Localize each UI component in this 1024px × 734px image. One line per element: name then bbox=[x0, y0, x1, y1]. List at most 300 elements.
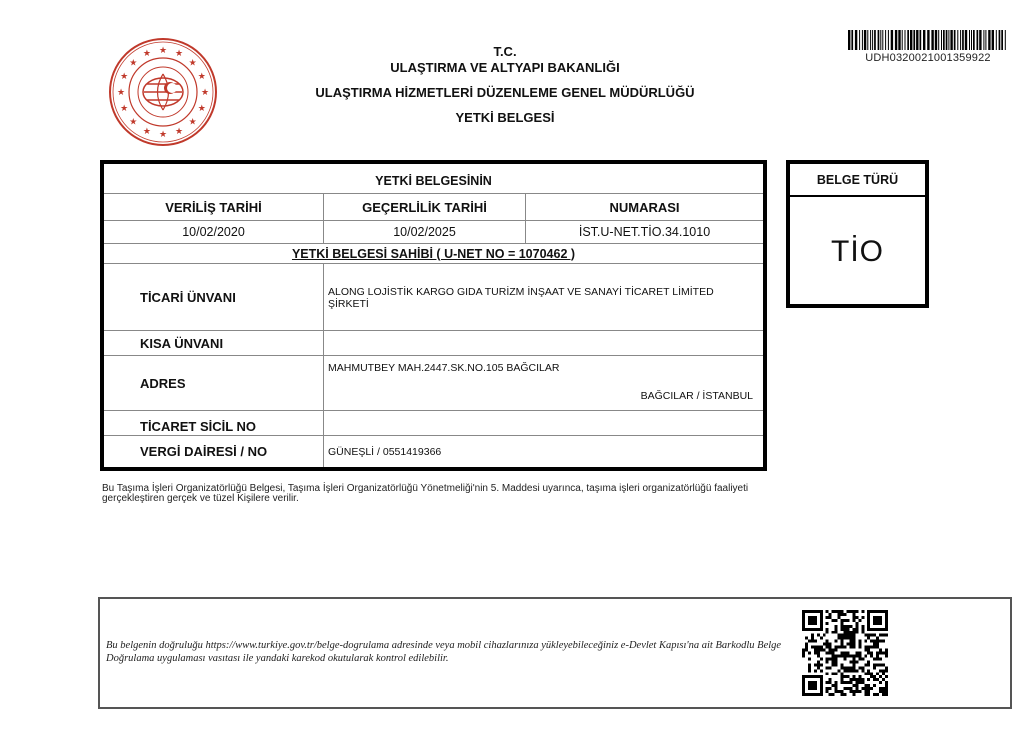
qr-module bbox=[808, 640, 811, 643]
seal-star-icon: ★ bbox=[129, 116, 138, 127]
barcode-bar bbox=[931, 30, 933, 50]
document-type-value: TİO bbox=[831, 234, 884, 268]
qr-module bbox=[858, 619, 861, 622]
qr-module bbox=[876, 637, 879, 640]
qr-module bbox=[876, 672, 879, 675]
qr-module bbox=[876, 640, 879, 643]
barcode-bar bbox=[888, 30, 889, 50]
qr-module bbox=[841, 628, 844, 631]
qr-module bbox=[844, 669, 847, 672]
qr-module bbox=[852, 628, 855, 631]
qr-module bbox=[841, 610, 844, 613]
qr-module bbox=[876, 678, 879, 681]
qr-module bbox=[885, 666, 888, 669]
qr-module bbox=[879, 657, 882, 660]
qr-module bbox=[835, 619, 838, 622]
qr-module bbox=[876, 652, 879, 655]
qr-module bbox=[873, 657, 876, 660]
qr-module bbox=[808, 652, 811, 655]
qr-module bbox=[832, 654, 835, 657]
barcode-bar bbox=[965, 30, 967, 50]
barcode-bar bbox=[885, 30, 886, 50]
holder-row-trade-registry bbox=[104, 411, 763, 436]
qr-module bbox=[841, 640, 844, 643]
certificate-columns-row bbox=[104, 194, 763, 221]
barcode-bar bbox=[882, 30, 883, 50]
qr-module bbox=[852, 663, 855, 666]
qr-module bbox=[846, 687, 849, 690]
seal-star-icon: ★ bbox=[158, 45, 168, 55]
barcode-bar bbox=[848, 30, 850, 50]
qr-module bbox=[835, 649, 838, 652]
qr-module bbox=[855, 616, 858, 619]
qr-module bbox=[885, 652, 888, 655]
qr-module bbox=[826, 622, 829, 625]
qr-module bbox=[841, 693, 844, 696]
qr-module bbox=[861, 657, 864, 660]
column-validity-date: GEÇERLİLİK TARİHİ bbox=[323, 194, 525, 220]
qr-module bbox=[832, 672, 835, 675]
qr-module bbox=[841, 646, 844, 649]
qr-module bbox=[826, 681, 829, 684]
verification-text: Bu belgenin doğruluğu https://www.turkiye.gov.tr/belge-dogrulama adresinde veya mobil cihazlarınıza yükleyebileceğiniz e-Devlet Kapısı'na ait Barkodlu Belge Doğrulama uygulaması vasıtası ile yandaki karekod okutularak kontrol edilebilir. bbox=[106, 640, 782, 664]
qr-module bbox=[841, 678, 844, 681]
qr-module bbox=[852, 690, 855, 693]
qr-module bbox=[852, 654, 855, 657]
barcode-bar bbox=[938, 30, 939, 50]
barcode-bar bbox=[971, 30, 972, 50]
barcode-bar bbox=[905, 30, 906, 50]
qr-module bbox=[835, 684, 838, 687]
qr-module bbox=[861, 687, 864, 690]
qr-module bbox=[855, 690, 858, 693]
qr-module bbox=[852, 675, 855, 678]
qr-module bbox=[841, 643, 844, 646]
barcode-bar bbox=[960, 30, 961, 50]
qr-module bbox=[838, 637, 841, 640]
qr-module bbox=[829, 678, 832, 681]
qr-module bbox=[876, 657, 879, 660]
qr-module bbox=[852, 634, 855, 637]
qr-module bbox=[849, 631, 852, 634]
qr-module bbox=[849, 660, 852, 663]
qr-module bbox=[844, 666, 847, 669]
qr-module bbox=[820, 646, 823, 649]
barcode-bar bbox=[891, 30, 893, 50]
seal-star-icon: ★ bbox=[116, 87, 126, 97]
qr-module bbox=[846, 666, 849, 669]
qr-module bbox=[805, 643, 808, 646]
qr-module bbox=[864, 672, 867, 675]
qr-module bbox=[879, 681, 882, 684]
qr-module bbox=[885, 634, 888, 637]
holder-row-address bbox=[104, 356, 763, 411]
qr-module bbox=[852, 678, 855, 681]
barcode-bar bbox=[943, 30, 945, 50]
qr-module bbox=[879, 669, 882, 672]
qr-module bbox=[838, 613, 841, 616]
qr-module bbox=[876, 646, 879, 649]
seal-star-icon: ★ bbox=[120, 70, 129, 81]
barcode-bar bbox=[895, 30, 897, 50]
barcode-bar bbox=[870, 30, 871, 50]
qr-module bbox=[867, 660, 870, 663]
qr-module bbox=[852, 640, 855, 643]
qr-module bbox=[829, 666, 832, 669]
barcode-bar bbox=[927, 30, 929, 50]
qr-module bbox=[838, 616, 841, 619]
document-type-label: BELGE TÜRÜ bbox=[790, 164, 925, 197]
barcode-bar bbox=[973, 30, 975, 50]
qr-module bbox=[864, 663, 867, 666]
qr-module bbox=[820, 669, 823, 672]
qr-module bbox=[873, 634, 876, 637]
qr-module bbox=[802, 649, 805, 652]
qr-module bbox=[882, 678, 885, 681]
seal-star-icon: ★ bbox=[158, 129, 168, 139]
qr-module bbox=[858, 652, 861, 655]
qr-module bbox=[846, 631, 849, 634]
qr-module bbox=[852, 619, 855, 622]
qr-module bbox=[811, 637, 814, 640]
barcode-bar bbox=[950, 30, 952, 50]
qr-module bbox=[802, 652, 805, 655]
trade-registry-value bbox=[323, 411, 763, 435]
qr-module bbox=[808, 663, 811, 666]
qr-module bbox=[849, 669, 852, 672]
qr-module bbox=[844, 675, 847, 678]
qr-module bbox=[864, 634, 867, 637]
qr-module bbox=[849, 634, 852, 637]
qr-module bbox=[844, 652, 847, 655]
seal-star-icon: ★ bbox=[200, 87, 210, 97]
qr-module bbox=[873, 663, 876, 666]
qr-module bbox=[852, 669, 855, 672]
barcode-bar bbox=[1005, 30, 1006, 50]
barcode-bar bbox=[898, 30, 900, 50]
qr-module bbox=[879, 652, 882, 655]
qr-module bbox=[844, 693, 847, 696]
seal-star-icon: ★ bbox=[142, 48, 151, 59]
qr-module bbox=[817, 663, 820, 666]
qr-module bbox=[873, 678, 876, 681]
qr-module bbox=[885, 649, 888, 652]
qr-module bbox=[817, 649, 820, 652]
qr-module bbox=[838, 634, 841, 637]
barcode-bar bbox=[855, 30, 857, 50]
qr-module bbox=[870, 675, 873, 678]
seal-star-icon: ★ bbox=[129, 57, 138, 68]
qr-module bbox=[844, 634, 847, 637]
qr-module bbox=[867, 687, 870, 690]
qr-module bbox=[844, 625, 847, 628]
qr-module bbox=[826, 646, 829, 649]
qr-module bbox=[832, 657, 835, 660]
barcode-bar bbox=[851, 30, 853, 50]
qr-module bbox=[852, 657, 855, 660]
qr-module bbox=[817, 634, 820, 637]
qr-module bbox=[826, 657, 829, 660]
qr-module bbox=[844, 619, 847, 622]
certificate-number: İST.U-NET.TİO.34.1010 bbox=[525, 221, 763, 243]
qr-module bbox=[832, 652, 835, 655]
qr-module bbox=[846, 652, 849, 655]
qr-module bbox=[826, 610, 829, 613]
qr-module bbox=[864, 690, 867, 693]
qr-module bbox=[861, 628, 864, 631]
barcode-bar bbox=[979, 30, 981, 50]
column-number: NUMARASI bbox=[525, 194, 763, 220]
barcode-bar bbox=[874, 30, 876, 50]
qr-module bbox=[873, 684, 876, 687]
qr-module bbox=[829, 652, 832, 655]
seal-star-icon: ★ bbox=[188, 116, 197, 127]
qr-module bbox=[873, 640, 876, 643]
trade-registry-label: TİCARET SİCİL NO bbox=[140, 418, 257, 434]
qr-module bbox=[844, 613, 847, 616]
qr-module bbox=[852, 660, 855, 663]
qr-module bbox=[849, 646, 852, 649]
barcode-bar bbox=[920, 30, 922, 50]
qr-module bbox=[844, 631, 847, 634]
header-tc: T.C. bbox=[493, 44, 517, 59]
qr-module bbox=[832, 693, 835, 696]
qr-module bbox=[885, 654, 888, 657]
qr-module bbox=[867, 646, 870, 649]
qr-module bbox=[817, 646, 820, 649]
qr-module bbox=[864, 687, 867, 690]
holder-row-tax-office bbox=[104, 436, 763, 467]
qr-module bbox=[864, 654, 867, 657]
qr-module bbox=[882, 690, 885, 693]
qr-module bbox=[858, 666, 861, 669]
header-directorate: ULAŞTIRMA HİZMETLERİ DÜZENLEME GENEL MÜDÜRLÜĞÜ bbox=[315, 85, 695, 100]
qr-module bbox=[838, 669, 841, 672]
barcode-bar bbox=[880, 30, 881, 50]
qr-code-icon[interactable] bbox=[802, 610, 888, 696]
seal-star-icon: ★ bbox=[175, 48, 184, 59]
qr-module bbox=[870, 634, 873, 637]
holder-row-short-name bbox=[104, 331, 763, 356]
qr-module bbox=[844, 654, 847, 657]
qr-module bbox=[879, 690, 882, 693]
qr-module bbox=[858, 678, 861, 681]
qr-module bbox=[841, 652, 844, 655]
validity-date: 10/02/2025 bbox=[323, 221, 525, 243]
qr-module bbox=[867, 652, 870, 655]
qr-module bbox=[835, 657, 838, 660]
qr-module bbox=[835, 681, 838, 684]
qr-module bbox=[879, 663, 882, 666]
barcode-bar bbox=[983, 30, 984, 50]
qr-module bbox=[817, 660, 820, 663]
qr-module bbox=[835, 625, 838, 628]
qr-module bbox=[879, 675, 882, 678]
qr-module bbox=[832, 663, 835, 666]
barcode-bar bbox=[872, 30, 873, 50]
qr-module bbox=[873, 643, 876, 646]
qr-module bbox=[876, 643, 879, 646]
qr-module bbox=[826, 666, 829, 669]
qr-module bbox=[855, 687, 858, 690]
qr-module bbox=[817, 654, 820, 657]
qr-module bbox=[852, 613, 855, 616]
qr-module bbox=[849, 690, 852, 693]
qr-module bbox=[873, 646, 876, 649]
qr-module bbox=[858, 657, 861, 660]
holder-heading-row bbox=[104, 244, 763, 264]
qr-module bbox=[823, 643, 826, 646]
qr-module bbox=[823, 649, 826, 652]
qr-module bbox=[841, 681, 844, 684]
qr-module bbox=[849, 666, 852, 669]
qr-module bbox=[867, 684, 870, 687]
qr-module bbox=[861, 631, 864, 634]
qr-module bbox=[876, 693, 879, 696]
tax-office-label: VERGİ DAİRESİ / NO bbox=[140, 444, 268, 459]
qr-module bbox=[820, 657, 823, 660]
qr-module bbox=[811, 640, 814, 643]
qr-module bbox=[855, 654, 858, 657]
barcode-bar bbox=[916, 30, 918, 50]
qr-module bbox=[846, 610, 849, 613]
issue-date: 10/02/2020 bbox=[182, 225, 245, 239]
qr-module bbox=[814, 663, 817, 666]
tax-office-value: GÜNEŞLİ / 0551419366 bbox=[323, 436, 763, 467]
qr-module bbox=[846, 654, 849, 657]
qr-module bbox=[861, 666, 864, 669]
holder-heading: YETKİ BELGESİ SAHİBİ ( U-NET NO = 1070462 ) bbox=[291, 246, 576, 261]
qr-module bbox=[844, 637, 847, 640]
qr-module bbox=[846, 619, 849, 622]
qr-module bbox=[814, 646, 817, 649]
qr-module bbox=[829, 613, 832, 616]
qr-module bbox=[841, 654, 844, 657]
barcode-bar bbox=[985, 30, 986, 50]
qr-module bbox=[855, 610, 858, 613]
qr-module bbox=[858, 646, 861, 649]
ministry-seal-icon bbox=[100, 36, 226, 148]
qr-module bbox=[841, 666, 844, 669]
qr-module bbox=[817, 652, 820, 655]
document-type-box bbox=[786, 160, 929, 308]
qr-module bbox=[855, 681, 858, 684]
qr-module bbox=[873, 693, 876, 696]
qr-module bbox=[808, 666, 811, 669]
qr-module bbox=[867, 672, 870, 675]
certificate-table bbox=[100, 160, 767, 471]
qr-module bbox=[835, 610, 838, 613]
qr-module bbox=[858, 690, 861, 693]
qr-module bbox=[855, 652, 858, 655]
barcode-bar bbox=[862, 30, 863, 50]
qr-module bbox=[841, 690, 844, 693]
qr-module bbox=[885, 693, 888, 696]
qr-module bbox=[879, 634, 882, 637]
qr-module bbox=[846, 681, 849, 684]
address-line-2: BAĞCILAR / İSTANBUL bbox=[640, 390, 753, 402]
qr-module bbox=[826, 687, 829, 690]
qr-module bbox=[832, 649, 835, 652]
qr-module bbox=[844, 646, 847, 649]
qr-module bbox=[841, 625, 844, 628]
qr-module bbox=[826, 672, 829, 675]
qr-module bbox=[867, 690, 870, 693]
qr-module bbox=[885, 690, 888, 693]
qr-module bbox=[867, 649, 870, 652]
qr-module bbox=[861, 669, 864, 672]
qr-module bbox=[829, 646, 832, 649]
qr-module bbox=[852, 646, 855, 649]
barcode-bar bbox=[1001, 30, 1003, 50]
qr-module bbox=[826, 643, 829, 646]
qr-module bbox=[852, 616, 855, 619]
qr-module bbox=[829, 649, 832, 652]
qr-module bbox=[846, 637, 849, 640]
qr-module bbox=[841, 672, 844, 675]
qr-module bbox=[832, 619, 835, 622]
qr-module bbox=[846, 669, 849, 672]
qr-module bbox=[829, 693, 832, 696]
seal-star-icon: ★ bbox=[197, 103, 206, 114]
qr-module bbox=[802, 654, 805, 657]
qr-module bbox=[849, 610, 852, 613]
qr-module bbox=[832, 660, 835, 663]
qr-module bbox=[841, 613, 844, 616]
qr-module bbox=[838, 610, 841, 613]
qr-module bbox=[805, 649, 808, 652]
qr-module bbox=[873, 616, 882, 625]
qr-module bbox=[864, 640, 867, 643]
qr-module bbox=[849, 643, 852, 646]
certificate-values-row bbox=[104, 221, 763, 244]
qr-module bbox=[835, 628, 838, 631]
barcode-bar bbox=[946, 30, 948, 50]
qr-module bbox=[835, 663, 838, 666]
qr-module bbox=[846, 643, 849, 646]
barcode-bar bbox=[996, 30, 997, 50]
qr-module bbox=[835, 660, 838, 663]
qr-module bbox=[844, 657, 847, 660]
qr-module bbox=[835, 687, 838, 690]
qr-module bbox=[835, 654, 838, 657]
qr-module bbox=[849, 625, 852, 628]
qr-module bbox=[867, 678, 870, 681]
qr-module bbox=[855, 669, 858, 672]
qr-module bbox=[826, 690, 829, 693]
qr-module bbox=[855, 622, 858, 625]
qr-module bbox=[835, 640, 838, 643]
qr-module bbox=[858, 681, 861, 684]
qr-module bbox=[852, 684, 855, 687]
trade-name-label: TİCARİ ÜNVANI bbox=[140, 289, 236, 305]
qr-module bbox=[829, 681, 832, 684]
qr-module bbox=[870, 687, 873, 690]
qr-module bbox=[861, 681, 864, 684]
verification-box bbox=[98, 597, 1012, 709]
short-name-label: KISA ÜNVANI bbox=[140, 335, 224, 351]
qr-module bbox=[805, 646, 808, 649]
qr-module bbox=[852, 610, 855, 613]
qr-module bbox=[858, 654, 861, 657]
qr-module bbox=[852, 666, 855, 669]
qr-module bbox=[870, 672, 873, 675]
qr-module bbox=[823, 634, 826, 637]
barcode-bar bbox=[935, 30, 937, 50]
document-header bbox=[260, 44, 750, 126]
qr-module bbox=[849, 654, 852, 657]
qr-module bbox=[882, 693, 885, 696]
